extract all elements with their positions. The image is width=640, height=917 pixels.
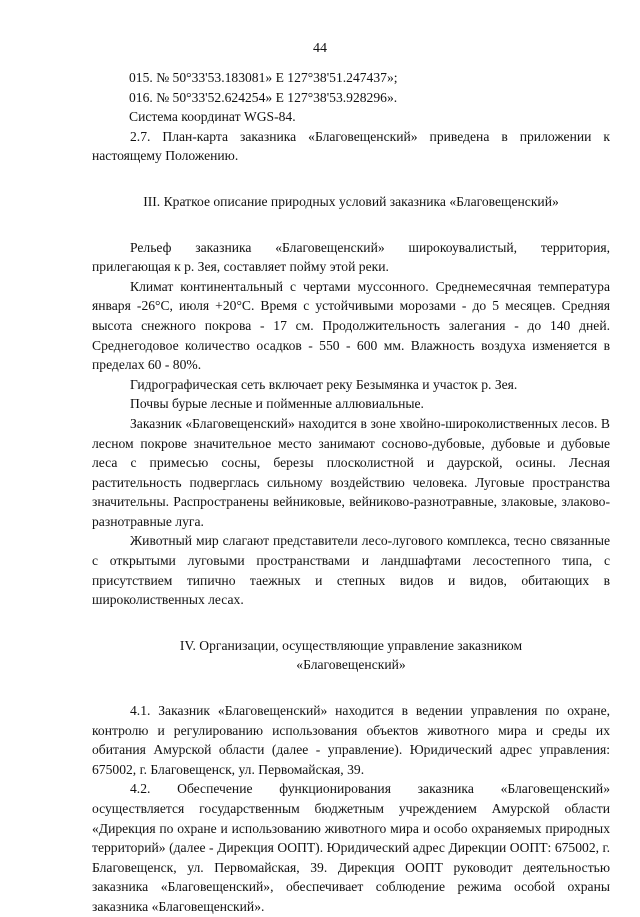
paragraph-climate: Климат континентальный с чертами муссонного. Среднемесячная температура января -26°С, июля +20°С. Время с устойчивыми морозами - до 5 месяцев. Средняя высота снежного покрова - 17 см. Продолжительность залегания - до 140 дней. Среднегодовое количество осадков - 550 - 600 мм. Влажность воздуха изменяется в пределах 60 - 80%. — [92, 278, 610, 373]
coordinate-system-line: Система координат WGS-84. — [129, 109, 296, 125]
coordinate-line: 016. № 50°33'52.624254» E 127°38'53.928296». — [129, 89, 398, 105]
page-content — [92, 68, 610, 917]
paragraph-2-7: 2.7. План-карта заказника «Благовещенский» приведена в приложении к настоящему Положению. — [92, 128, 610, 164]
page-number: 44 — [313, 41, 327, 56]
paragraph-vegetation: Заказник «Благовещенский» находится в зоне хвойно-широколиственных лесов. В лесном покрове значительное место занимают сосново-дубовые, дубовые и дубовые леса с примесью сосны, березы плосколистной и даурской, осины. Лесная растительность подверглась сильному воздействию человека. Луговые пространства значительны. Распространены вейниковые, вейниково-разнотравные, злаковые, злаково-разнотравные луга. — [92, 415, 610, 529]
paragraph-fauna: Животный мир слагают представители лесо-лугового комплекса, тесно связанные с открытыми луговыми пространствами и ландшафтами лесостепного типа, с присутствием типично таежных и степных видов и видов, обитающих в широколиственных лесах. — [92, 533, 610, 608]
paragraph-soils: Почвы бурые лесные и пойменные аллювиальные. — [130, 396, 424, 412]
coordinate-line: 015. № 50°33'53.183081» E 127°38'51.247437»; — [129, 70, 398, 85]
paragraph-relief: Рельеф заказника «Благовещенский» широкоувалистый, территория, прилегающая к р. Зея, составляет пойму этой реки. — [92, 239, 610, 275]
paragraph-hydrography: Гидрографическая сеть включает реку Безымянка и участок р. Зея. — [130, 376, 518, 392]
paragraph-4-1: 4.1. Заказник «Благовещенский» находится в ведении управления по охране, контролю и регулированию использования объектов животного мира и среды их обитания Амурской области (далее - управление). Юридический адрес управления: 675002, г. Благовещенск, ул. Первомайская, 39. — [92, 703, 610, 777]
section-4-heading-line-2: «Благовещенский» — [296, 657, 406, 673]
section-3-heading: III. Краткое описание природных условий заказника «Благовещенский» — [143, 193, 559, 209]
paragraph-4-2: 4.2. Обеспечение функционирования заказника «Благовещенский» осуществляется государственным бюджетным учреждением Амурской области «Дирекция по охране и использованию животного мира и особо охраняемых природных территорий» (далее - Дирекция ООПТ). Юридический адрес Дирекции ООПТ: 675002, г. Благовещенск, ул. Первомайская, 39. Дирекция ООПТ руководит деятельностью заказника «Благовещенский», обеспечивает соблюдение режима особой охраны заказника «Благовещенский». — [92, 781, 610, 914]
section-4-heading-line-1: IV. Организации, осуществляющие управление заказником — [179, 637, 523, 653]
